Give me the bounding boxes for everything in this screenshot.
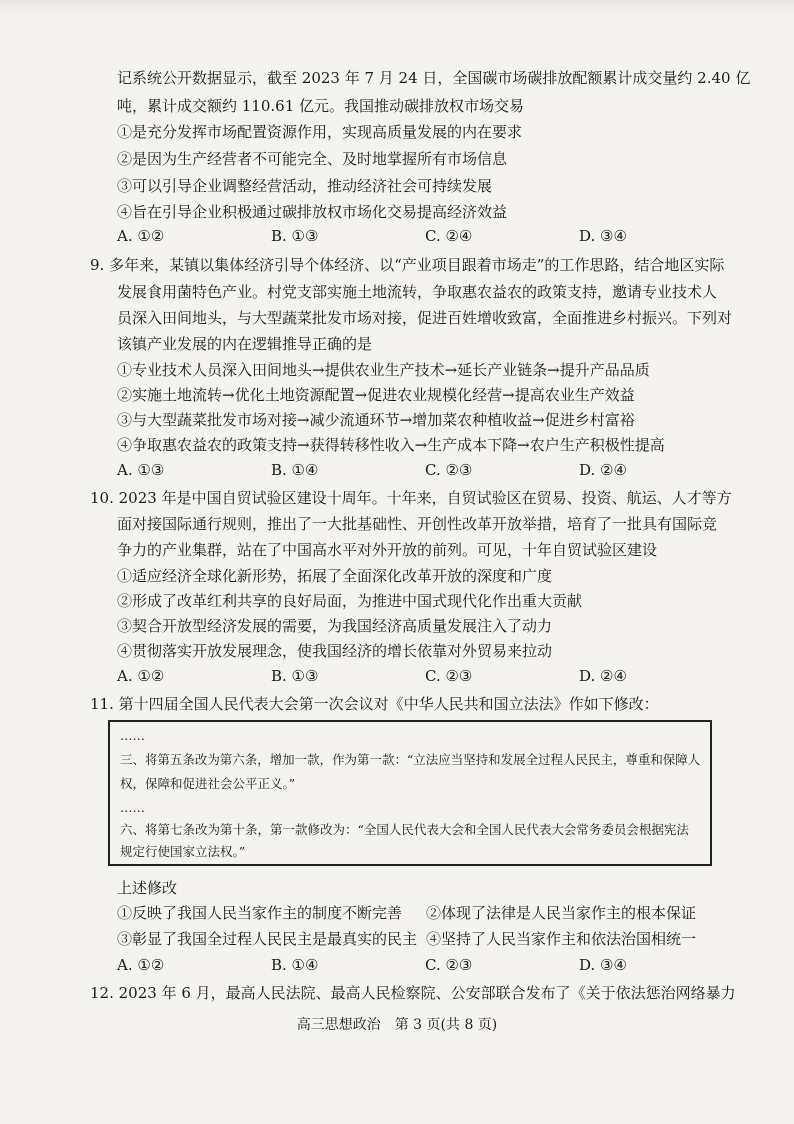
box-ellipsis-1: ……: [120, 728, 145, 743]
box-amendment-6-line-1: 六、将第七条改为第十条，第一款修改为：“全国人民代表大会和全国人民代表大会常务委员会根据宪法: [120, 822, 689, 837]
q8-option-d: D. ③④: [579, 227, 627, 245]
box-amendment-3-line-2: 权，保障和促进社会公平正义。”: [120, 776, 296, 791]
q8-option-a: A. ①②: [117, 227, 165, 245]
q10-option-c: C. ②③: [425, 667, 473, 685]
q9-stem-line-4: 该镇产业发展的内在逻辑推导正确的是: [117, 335, 373, 353]
q10-stem-line-3: 争力的产业集群，站在了中国高水平对外开放的前列。可见，十年自贸试验区建设: [117, 541, 658, 559]
q11-question-stem: 上述修改: [117, 879, 178, 897]
q11-statement-2: ②体现了法律是人民当家作主的根本保证: [426, 904, 697, 922]
q9-stem-line-1: 9. 多年来，某镇以集体经济引导个体经济、以“产业项目跟着市场走”的工作思路，结合地区实际: [90, 256, 725, 274]
q10-statement-4: ④贯彻落实开放发展理念，使我国经济的增长依靠对外贸易来拉动: [117, 642, 553, 660]
q10-option-b: B. ①③: [271, 667, 319, 685]
box-amendment-3-line-1: 三、将第五条改为第六条，增加一款，作为第一款：“立法应当坚持和发展全过程人民民主，尊重和保障人: [120, 752, 701, 767]
q9-option-b: B. ①④: [271, 461, 319, 479]
box-ellipsis-2: ……: [120, 800, 145, 815]
law-amendment-box: [108, 720, 712, 866]
page-footer: 高三思想政治 第 3 页(共 8 页): [296, 1017, 498, 1033]
q8-statement-3: ③可以引导企业调整经营活动，推动经济社会可持续发展: [117, 177, 493, 195]
q8-statement-4: ④旨在引导企业积极通过碳排放权市场化交易提高经济效益: [117, 203, 508, 221]
q10-statement-3: ③契合开放型经济发展的需要，为我国经济高质量发展注入了动力: [117, 617, 553, 635]
q9-option-c: C. ②③: [425, 461, 473, 479]
q11-statement-4: ④坚持了人民当家作主和依法治国相统一: [426, 930, 697, 948]
q8-option-b: B. ①③: [271, 227, 319, 245]
q10-option-d: D. ②④: [579, 667, 627, 685]
q12-stem-line-1: 12. 2023 年 6 月，最高人民法院、最高人民检察院、公安部联合发布了《关于依法惩治网络暴力: [90, 984, 736, 1002]
q11-statement-1: ①反映了我国人民当家作主的制度不断完善: [117, 904, 403, 922]
q9-stem-line-2: 发展食用菌特色产业。村党支部实施土地流转，争取惠农益农的政策支持，邀请专业技术人: [117, 283, 718, 301]
q9-statement-1: ①专业技术人员深入田间地头→提供农业生产技术→延长产业链条→提升产品品质: [117, 361, 650, 379]
q9-statement-4: ④争取惠农益农的政策支持→获得转移性收入→生产成本下降→农户生产积极性提高: [117, 436, 665, 454]
q8-line-1: 记系统公开数据显示，截至 2023 年 7 月 24 日，全国碳市场碳排放配额累计成交量约 2.40 亿: [117, 69, 751, 87]
q11-statement-3: ③彰显了我国全过程人民民主是最真实的民主: [117, 930, 418, 948]
q10-statement-2: ②形成了改革红利共享的良好局面，为推进中国式现代化作出重大贡献: [117, 592, 583, 610]
q10-option-a: A. ①②: [117, 667, 165, 685]
q10-stem-line-1: 10. 2023 年是中国自贸试验区建设十周年。十年来，自贸试验区在贸易、投资、航运、人才等方: [90, 489, 732, 507]
q9-option-a: A. ①③: [117, 461, 165, 479]
q9-option-d: D. ②④: [579, 461, 627, 479]
q10-statement-1: ①适应经济全球化新形势，拓展了全面深化改革开放的深度和广度: [117, 567, 553, 585]
q8-option-c: C. ②④: [425, 227, 473, 245]
q9-statement-3: ③与大型蔬菜批发市场对接→减少流通环节→增加菜农种植收益→促进乡村富裕: [117, 411, 635, 429]
q8-statement-2: ②是因为生产经营者不可能完全、及时地掌握所有市场信息: [117, 150, 508, 168]
box-amendment-6-line-2: 规定行使国家立法权。”: [120, 844, 246, 859]
q8-line-2: 吨，累计成交额约 110.61 亿元。我国推动碳排放权市场交易: [117, 97, 525, 115]
q11-option-b: B. ①④: [271, 956, 319, 974]
q11-option-d: D. ③④: [579, 956, 627, 974]
q9-stem-line-3: 员深入田间地头，与大型蔬菜批发市场对接，促进百姓增收致富，全面推进乡村振兴。下列对: [117, 309, 733, 327]
q11-stem: 11. 第十四届全国人民代表大会第一次会议对《中华人民共和国立法法》作如下修改：: [90, 695, 659, 713]
scan-edge: [0, 0, 794, 14]
q10-stem-line-2: 面对接国际通行规则，推出了一大批基础性、开创性改革开放举措，培育了一批具有国际竞: [117, 515, 718, 533]
q9-statement-2: ②实施土地流转→优化土地资源配置→促进农业规模化经营→提高农业生产效益: [117, 386, 635, 404]
q8-statement-1: ①是充分发挥市场配置资源作用，实现高质量发展的内在要求: [117, 123, 523, 141]
q11-option-c: C. ②③: [425, 956, 473, 974]
q11-option-a: A. ①②: [117, 956, 165, 974]
